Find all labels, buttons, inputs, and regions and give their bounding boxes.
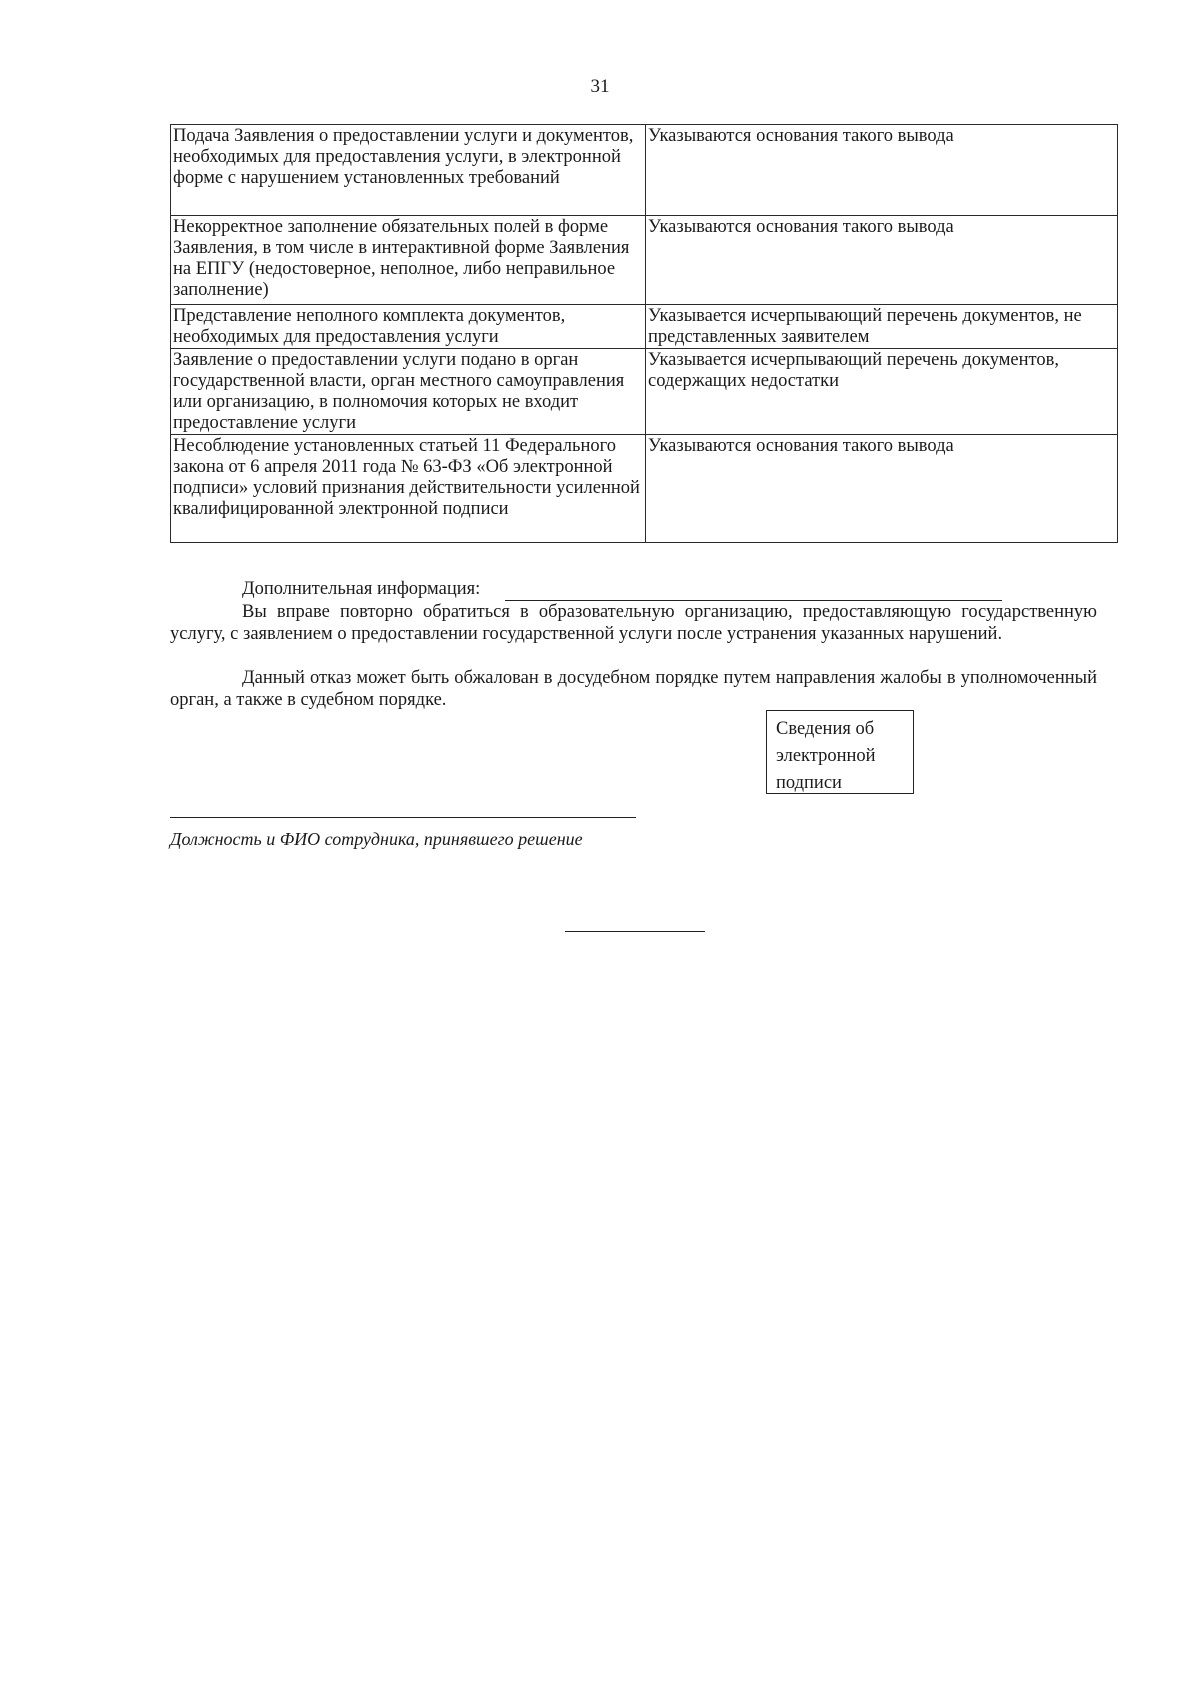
explanation-cell: Указывается исчерпывающий перечень документов, не представленных заявителем: [646, 305, 1118, 349]
reason-cell: Заявление о предоставлении услуги подано в орган государственной власти, орган местного самоуправления или организацию, в полномочия которых не входит предоставление услуги: [171, 349, 646, 435]
signature-box-line: электронной: [776, 746, 876, 766]
reason-cell: Несоблюдение установленных статьей 11 Федерального закона от 6 апреля 2011 года № 63-ФЗ «Об электронной подписи» условий признания действительности усиленной квалифицированной электронной подписи: [171, 435, 646, 543]
additional-info-label: Дополнительная информация:: [242, 579, 481, 599]
signature-box-line: подписи: [776, 773, 842, 793]
additional-info-fill-line: [505, 600, 1002, 601]
explanation-cell: Указываются основания такого вывода: [646, 435, 1118, 543]
refusal-reasons-table: [170, 124, 1118, 543]
end-of-document-line: [565, 931, 705, 932]
reapply-paragraph: Вы вправе повторно обратиться в образовательную организацию, предоставляющую государственную услугу, с заявлением о предоставлении государственной услуги после устранения указанных нарушений.: [170, 602, 1097, 644]
table-row: [171, 305, 1118, 349]
explanation-cell: Указываются основания такого вывода: [646, 216, 1118, 305]
reason-cell: Некорректное заполнение обязательных полей в форме Заявления, в том числе в интерактивной форме Заявления на ЕПГУ (недостоверное, неполное, либо неправильное заполнение): [171, 216, 646, 305]
explanation-cell: Указываются основания такого вывода: [646, 125, 1118, 216]
reason-cell: Представление неполного комплекта документов, необходимых для предоставления услуги: [171, 305, 646, 349]
reason-cell: Подача Заявления о предоставлении услуги и документов, необходимых для предоставления услуги, в электронной форме с нарушением установленных требований: [171, 125, 646, 216]
page-number: 31: [590, 76, 610, 97]
table-row: [171, 125, 1118, 216]
electronic-signature-box: [766, 710, 914, 794]
official-caption: Должность и ФИО сотрудника, принявшего решение: [170, 829, 583, 849]
table-row: [171, 349, 1118, 435]
table-row: [171, 435, 1118, 543]
explanation-cell: Указывается исчерпывающий перечень документов, содержащих недостатки: [646, 349, 1118, 435]
official-signature-line: [170, 817, 636, 818]
table-row: [171, 216, 1118, 305]
appeal-paragraph: Данный отказ может быть обжалован в досудебном порядке путем направления жалобы в уполномоченный орган, а также в судебном порядке.: [170, 668, 1097, 710]
signature-box-line: Сведения об: [776, 719, 875, 739]
